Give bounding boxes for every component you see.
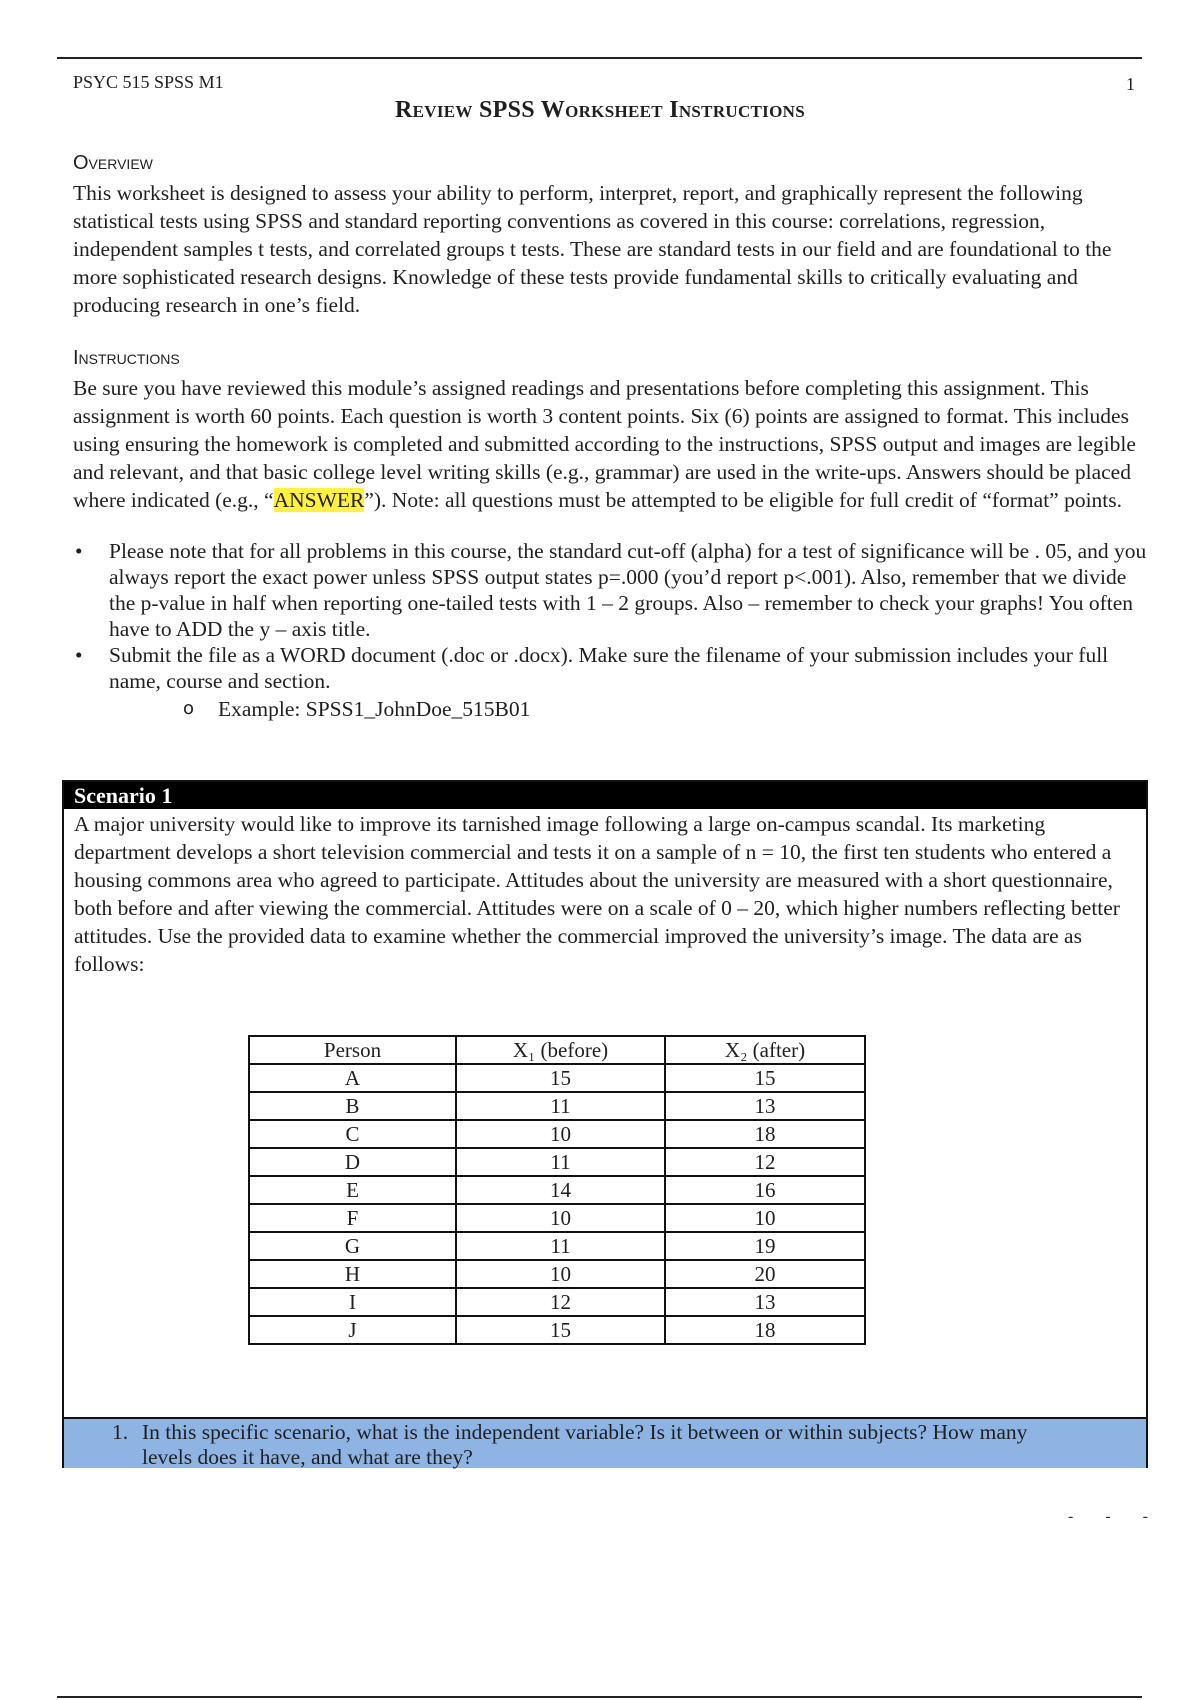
table-cell: 11 xyxy=(456,1092,665,1120)
scenario-text: A major university would like to improve its tarnished image following a large on-campus scandal. Its marketing department develops a short television commercial and tests it on a sample of n = 10, the first ten students who entered a housing commons area who agreed to participate. Attitudes about the university are measured with a short questionnaire, both before and after viewing the commercial. Attitudes were on a scale of 0 – 20, which higher numbers reflecting better attitudes. Use the provided data to examine whether the commercial improved the university’s image. The data are as follows: xyxy=(74,812,1120,976)
table-cell: E xyxy=(249,1176,456,1204)
table-row xyxy=(249,1316,865,1344)
example-text: Example: SPSS1_JohnDoe_515B01 xyxy=(218,697,531,721)
answer-highlight: ANSWER xyxy=(273,488,365,512)
table-cell: 11 xyxy=(456,1148,665,1176)
running-header: PSYC 515 SPSS M1 xyxy=(73,72,224,92)
scenario-box xyxy=(62,780,1148,1468)
table-cell: 16 xyxy=(665,1176,865,1204)
table-cell: J xyxy=(249,1316,456,1344)
table-cell: 13 xyxy=(665,1288,865,1316)
instructions-text-after: ”). Note: all questions must be attempted to be eligible for full credit of “format” points. xyxy=(364,488,1123,512)
bullet-text: Please note that for all problems in this course, the standard cut-off (alpha) for a test of significance will be . 05, and you always report the exact power unless SPSS output states p=.000 (you’d report p<.001). Also, remember that we divide the p-value in half when reporting one-tailed tests with 1 – 2 groups. Also – remember to check your graphs! You often have to ADD the y – axis title. xyxy=(109,539,1147,641)
bullet-icon: • xyxy=(75,643,83,667)
table-cell: 10 xyxy=(665,1204,865,1232)
table-row xyxy=(249,1288,865,1316)
bullet-item xyxy=(73,642,1153,694)
table-cell: 15 xyxy=(456,1316,665,1344)
instructions-paragraph xyxy=(73,374,1148,514)
bullet-text: Submit the file as a WORD document (.doc or .docx). Make sure the filename of your submission includes your full name, course and section. xyxy=(109,643,1109,693)
table-cell: F xyxy=(249,1204,456,1232)
column-header: Person xyxy=(249,1036,456,1064)
table-cell: 15 xyxy=(665,1064,865,1092)
table-cell: 10 xyxy=(456,1204,665,1232)
column-header: X₂ (after) xyxy=(665,1036,865,1064)
table-cell: 13 xyxy=(665,1092,865,1120)
top-rule xyxy=(57,57,1142,59)
table-cell: B xyxy=(249,1092,456,1120)
example-item xyxy=(73,696,1153,722)
overview-heading: Overview xyxy=(73,152,153,174)
table-cell: D xyxy=(249,1148,456,1176)
bottom-rule xyxy=(57,1696,1142,1698)
table-cell: 10 xyxy=(456,1260,665,1288)
table-row xyxy=(249,1204,865,1232)
question-text: In this specific scenario, what is the independent variable? Is it between or within subjects? How many levels does it have, and what are they? xyxy=(142,1420,1028,1469)
table-cell: 10 xyxy=(456,1120,665,1148)
instructions-text: Be sure you have reviewed this module’s assigned readings and presentations before completing this assignment. This assignment is worth 60 points. Each question is worth 3 content points. Six (6) points are assigned to format. This includes using ensuring the homework is completed and submitted according to the instructions, SPSS output and images are legible and relevant, and that basic college level writing skills (e.g., grammar) are used in the write-ups. Answers should be placed where indicated (e.g., “ xyxy=(73,376,1136,512)
scenario-title: Scenario 1 xyxy=(64,782,1146,809)
table-cell: I xyxy=(249,1288,456,1316)
table-cell: 11 xyxy=(456,1232,665,1260)
question-1 xyxy=(64,1417,1146,1468)
table-header-row xyxy=(249,1036,865,1064)
table-body xyxy=(249,1064,865,1344)
data-table xyxy=(248,1035,866,1345)
table-cell: C xyxy=(249,1120,456,1148)
table-row xyxy=(249,1176,865,1204)
table-cell: 12 xyxy=(456,1288,665,1316)
question-number: 1. xyxy=(112,1420,129,1444)
table-cell: H xyxy=(249,1260,456,1288)
table-cell: 19 xyxy=(665,1232,865,1260)
table-cell: 15 xyxy=(456,1064,665,1092)
overview-text: This worksheet is designed to assess your ability to perform, interpret, report, and graphically represent the following statistical tests using SPSS and standard reporting conventions as covered in this course: correlations, regression, independent samples t tests, and correlated groups t tests. These are standard tests in our field and are foundational to the more sophisticated research designs. Knowledge of these tests provide fundamental skills to critically evaluating and producing research in one’s field. xyxy=(73,181,1112,317)
table-cell: 18 xyxy=(665,1316,865,1344)
hollow-bullet-icon: o xyxy=(183,698,195,719)
footer-marks: - - - xyxy=(1068,1508,1162,1525)
table-cell: 20 xyxy=(665,1260,865,1288)
instructions-bullet-list xyxy=(73,538,1153,722)
table-row xyxy=(249,1148,865,1176)
instructions-heading: Instructions xyxy=(73,347,180,369)
table-row xyxy=(249,1120,865,1148)
document-title: Review SPSS Worksheet Instructions xyxy=(395,97,805,123)
table-cell: A xyxy=(249,1064,456,1092)
table-cell: G xyxy=(249,1232,456,1260)
table-row xyxy=(249,1092,865,1120)
page-number: 1 xyxy=(1126,74,1135,94)
table-row xyxy=(249,1232,865,1260)
bullet-icon: • xyxy=(75,539,83,563)
table-row xyxy=(249,1260,865,1288)
table-cell: 12 xyxy=(665,1148,865,1176)
bullet-item xyxy=(73,538,1153,642)
table-cell: 18 xyxy=(665,1120,865,1148)
table-cell: 14 xyxy=(456,1176,665,1204)
table-row xyxy=(249,1064,865,1092)
overview-paragraph xyxy=(73,179,1148,319)
column-header: X₁ (before) xyxy=(456,1036,665,1064)
